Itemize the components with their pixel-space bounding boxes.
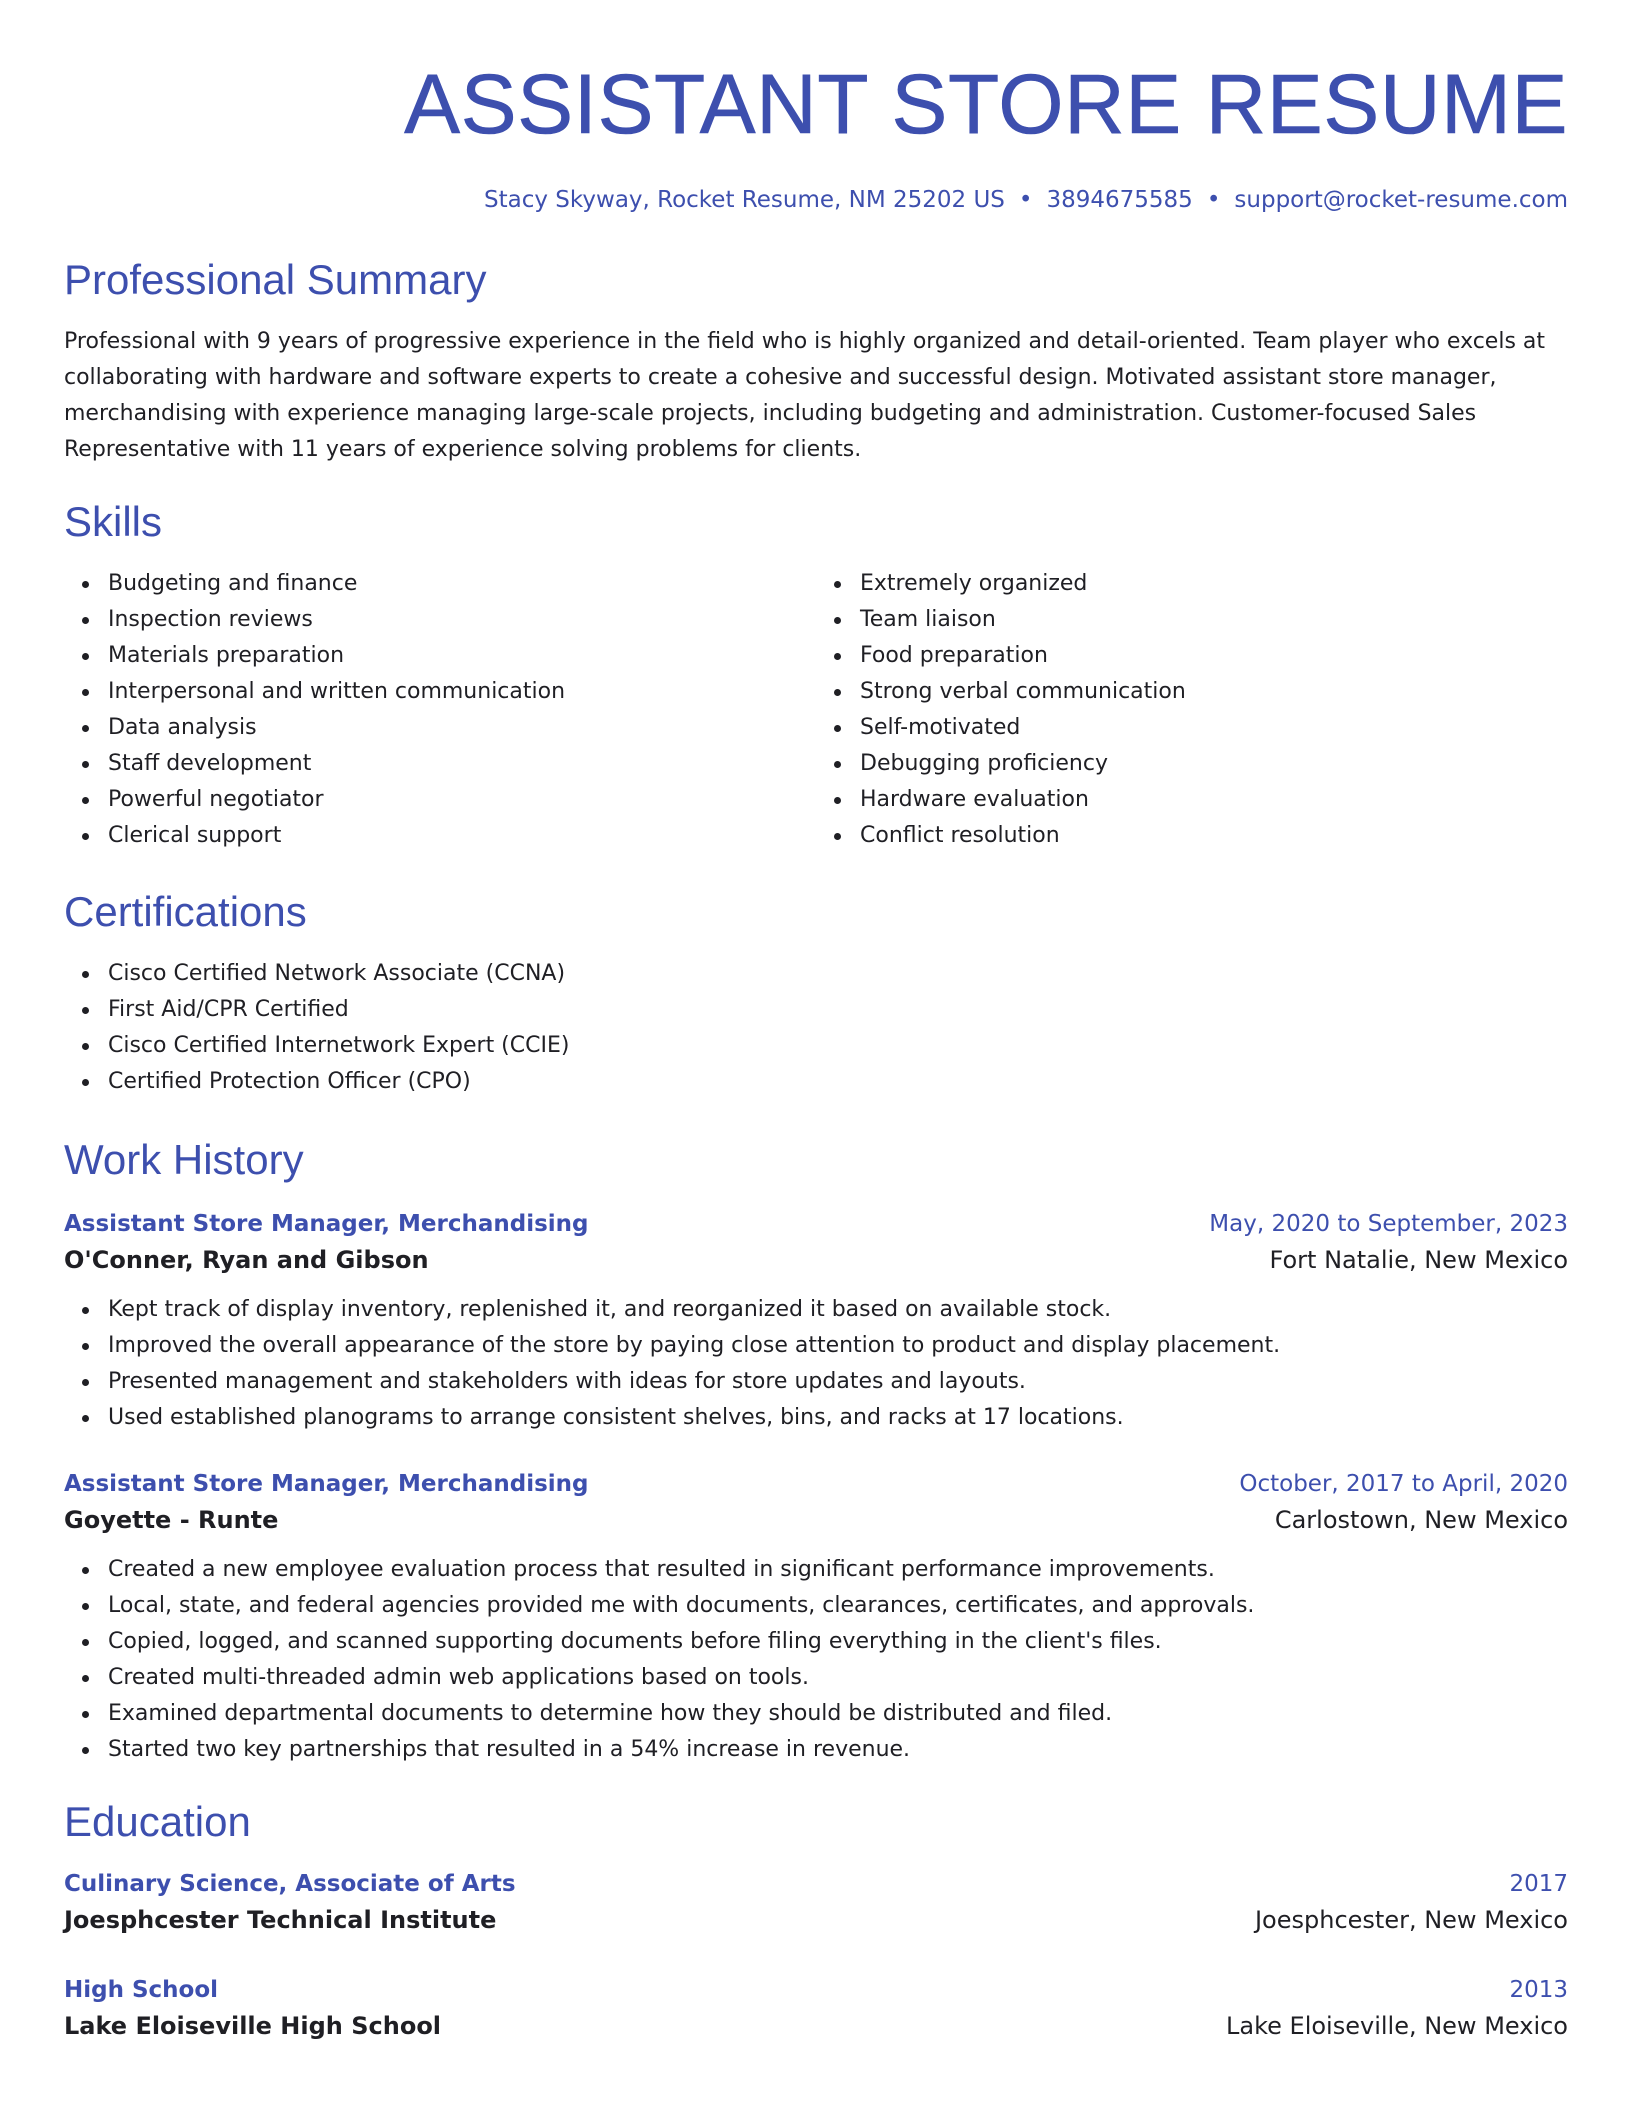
job-duty: Presented management and stakeholders with ideas for store updates and layouts. (108, 1364, 1568, 1400)
resume-page (64, 0, 1568, 2044)
job-duty: Kept track of display inventory, replenished it, and reorganized it based on available stock. (108, 1292, 1568, 1328)
job-company-row (64, 1242, 1568, 1278)
certification-item: Certified Protection Officer (CPO) (108, 1064, 1568, 1100)
skill-item: Interpersonal and written communication (108, 674, 816, 710)
job-entry (64, 1466, 1568, 1768)
education-entry (64, 1866, 1568, 1938)
education-heading: Education (64, 1798, 251, 1845)
contact-phone: 3894675585 (1046, 187, 1193, 213)
job-location: Fort Natalie, New Mexico (1269, 1246, 1568, 1274)
skill-item: Budgeting and finance (108, 566, 816, 602)
job-company-row (64, 1502, 1568, 1538)
education-year: 2017 (1509, 1871, 1568, 1897)
job-duty: Started two key partnerships that resulted in a 54% increase in revenue. (108, 1732, 1568, 1768)
skill-item: Strong verbal communication (860, 674, 1568, 710)
job-duty: Copied, logged, and scanned supporting documents before filing everything in the client's files. (108, 1624, 1568, 1660)
certifications-heading: Certifications (64, 888, 307, 935)
skill-item: Staff development (108, 746, 816, 782)
education-school-row (64, 1902, 1568, 1938)
education-degree-row (64, 1866, 1568, 1902)
skill-item: Data analysis (108, 710, 816, 746)
skills-section (64, 498, 1568, 854)
job-title: Assistant Store Manager, Merchandising (64, 1471, 589, 1497)
education-degree: Culinary Science, Associate of Arts (64, 1871, 516, 1897)
certification-item: Cisco Certified Internetwork Expert (CCIE) (108, 1028, 1568, 1064)
education-school: Lake Eloiseville High School (64, 2012, 442, 2040)
education-section (64, 1798, 1568, 2044)
skills-list-left (64, 566, 816, 854)
job-duty: Created multi-threaded admin web applications based on tools. (108, 1660, 1568, 1696)
education-location: Lake Eloiseville, New Mexico (1226, 2012, 1568, 2040)
work-history-section (64, 1136, 1568, 1768)
job-duty: Examined departmental documents to determine how they should be distributed and filed. (108, 1696, 1568, 1732)
work-history-heading: Work History (64, 1136, 304, 1183)
certifications-list (64, 956, 1568, 1100)
job-title-row (64, 1206, 1568, 1242)
summary-heading: Professional Summary (64, 256, 487, 303)
skill-item: Clerical support (108, 818, 816, 854)
contact-separator: • (1206, 187, 1221, 213)
summary-section (64, 256, 1568, 468)
contact-address: Stacy Skyway, Rocket Resume, NM 25202 US (484, 187, 1005, 213)
skill-item: Powerful negotiator (108, 782, 816, 818)
contact-email[interactable]: support@rocket-resume.com (1234, 187, 1568, 213)
job-dates: October, 2017 to April, 2020 (1239, 1471, 1568, 1497)
skill-item: Debugging proficiency (860, 746, 1568, 782)
skill-item: Inspection reviews (108, 602, 816, 638)
education-school-row (64, 2008, 1568, 2044)
contact-line (64, 186, 1568, 214)
education-degree-row (64, 1972, 1568, 2008)
skill-item: Self-motivated (860, 710, 1568, 746)
skill-item: Conflict resolution (860, 818, 1568, 854)
certification-item: Cisco Certified Network Associate (CCNA) (108, 956, 1568, 992)
education-location: Joesphcester, New Mexico (1254, 1906, 1568, 1934)
job-duty: Improved the overall appearance of the store by paying close attention to product and display placement. (108, 1328, 1568, 1364)
job-duties-list (64, 1292, 1568, 1436)
certifications-section (64, 888, 1568, 1100)
skill-item: Extremely organized (860, 566, 1568, 602)
education-degree: High School (64, 1977, 219, 2003)
skill-item: Team liaison (860, 602, 1568, 638)
skill-item: Food preparation (860, 638, 1568, 674)
resume-header (64, 56, 1568, 214)
resume-title: ASSISTANT STORE RESUME (404, 57, 1568, 151)
job-title: Assistant Store Manager, Merchandising (64, 1211, 589, 1237)
job-duty: Used established planograms to arrange consistent shelves, bins, and racks at 17 locations. (108, 1400, 1568, 1436)
education-school: Joesphcester Technical Institute (64, 1906, 497, 1934)
contact-separator: • (1018, 187, 1033, 213)
skills-columns (64, 566, 1568, 854)
job-company: Goyette - Runte (64, 1506, 279, 1534)
skills-list-right (816, 566, 1568, 854)
skill-item: Materials preparation (108, 638, 816, 674)
education-entry (64, 1972, 1568, 2044)
job-duties-list (64, 1552, 1568, 1768)
skills-heading: Skills (64, 498, 163, 545)
certification-item: First Aid/CPR Certified (108, 992, 1568, 1028)
job-location: Carlostown, New Mexico (1274, 1506, 1568, 1534)
job-entry (64, 1206, 1568, 1436)
education-year: 2013 (1509, 1977, 1568, 2003)
job-duty: Local, state, and federal agencies provided me with documents, clearances, certificates, and approvals. (108, 1588, 1568, 1624)
job-title-row (64, 1466, 1568, 1502)
summary-text: Professional with 9 years of progressive experience in the field who is highly organized and detail-oriented. Team player who excels at collaborating with hardware and software experts to create a cohesive and successful design. Motivated assistant store manager, merchandising with experience managing large-scale projects, including budgeting and administration. Customer-focused Sales Representative with 11 years of experience solving problems for clients. (64, 329, 1546, 462)
job-dates: May, 2020 to September, 2023 (1209, 1211, 1568, 1237)
job-duty: Created a new employee evaluation process that resulted in significant performance improvements. (108, 1552, 1568, 1588)
job-company: O'Conner, Ryan and Gibson (64, 1246, 429, 1274)
skill-item: Hardware evaluation (860, 782, 1568, 818)
